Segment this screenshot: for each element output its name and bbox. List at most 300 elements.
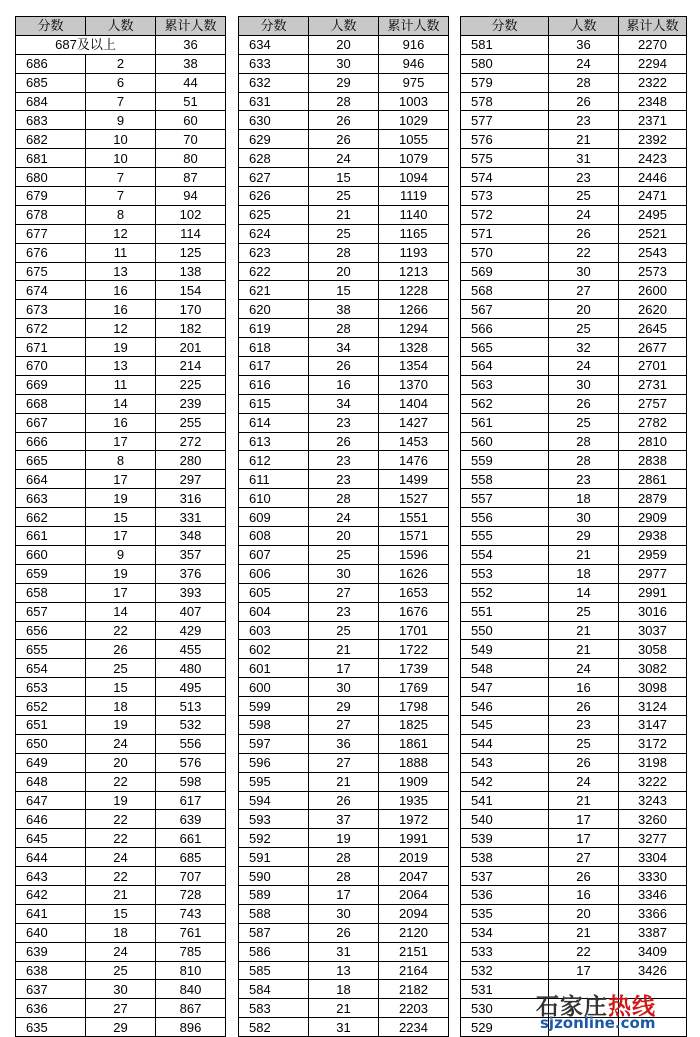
cumulative-cell: 2838 bbox=[619, 451, 687, 470]
table-row bbox=[16, 92, 226, 111]
count-cell: 25 bbox=[309, 224, 379, 243]
count-cell: 24 bbox=[86, 734, 156, 753]
table-row bbox=[16, 772, 226, 791]
table-row bbox=[16, 413, 226, 432]
table-row bbox=[16, 338, 226, 357]
cumulative-cell: 125 bbox=[156, 243, 226, 262]
cumulative-cell: 1328 bbox=[379, 338, 449, 357]
score-cell: 567 bbox=[461, 300, 549, 319]
count-cell: 30 bbox=[309, 904, 379, 923]
cumulative-cell: 138 bbox=[156, 262, 226, 281]
cumulative-cell: 1499 bbox=[379, 470, 449, 489]
count-cell: 8 bbox=[86, 205, 156, 224]
score-cell: 598 bbox=[239, 715, 309, 734]
watermark-title-red: 热线 bbox=[608, 993, 656, 1020]
table-row bbox=[239, 338, 449, 357]
table-row bbox=[16, 734, 226, 753]
table-row bbox=[16, 54, 226, 73]
count-cell: 27 bbox=[309, 753, 379, 772]
score-cell: 597 bbox=[239, 734, 309, 753]
table-row bbox=[239, 1018, 449, 1037]
count-cell: 17 bbox=[86, 432, 156, 451]
score-cell: 532 bbox=[461, 961, 549, 980]
score-cell: 556 bbox=[461, 508, 549, 527]
score-cell: 600 bbox=[239, 678, 309, 697]
score-cell: 610 bbox=[239, 489, 309, 508]
table-row bbox=[461, 73, 687, 92]
cumulative-cell: 94 bbox=[156, 187, 226, 206]
score-cell: 549 bbox=[461, 640, 549, 659]
cumulative-cell: 3082 bbox=[619, 659, 687, 678]
score-cell: 538 bbox=[461, 848, 549, 867]
table-row bbox=[239, 980, 449, 999]
header-row bbox=[461, 17, 687, 36]
header-score: 分数 bbox=[239, 17, 309, 36]
count-cell: 26 bbox=[309, 432, 379, 451]
score-cell: 623 bbox=[239, 243, 309, 262]
count-cell: 26 bbox=[549, 753, 619, 772]
score-cell: 637 bbox=[16, 980, 86, 999]
table-row bbox=[461, 904, 687, 923]
cumulative-cell: 3387 bbox=[619, 923, 687, 942]
count-cell: 14 bbox=[86, 602, 156, 621]
cumulative-cell: 2164 bbox=[379, 961, 449, 980]
score-cell: 660 bbox=[16, 545, 86, 564]
score-cell: 636 bbox=[16, 999, 86, 1018]
cumulative-cell: 182 bbox=[156, 319, 226, 338]
count-cell: 16 bbox=[86, 413, 156, 432]
cumulative-cell: 916 bbox=[379, 35, 449, 54]
table-row bbox=[239, 205, 449, 224]
score-cell: 624 bbox=[239, 224, 309, 243]
cumulative-cell: 393 bbox=[156, 583, 226, 602]
cumulative-cell: 2757 bbox=[619, 394, 687, 413]
score-cell: 607 bbox=[239, 545, 309, 564]
score-cell: 541 bbox=[461, 791, 549, 810]
count-cell: 21 bbox=[309, 999, 379, 1018]
score-cell: 608 bbox=[239, 527, 309, 546]
cumulative-cell: 1453 bbox=[379, 432, 449, 451]
score-cell: 565 bbox=[461, 338, 549, 357]
count-cell: 28 bbox=[309, 848, 379, 867]
table-row bbox=[461, 678, 687, 697]
table-row bbox=[16, 564, 226, 583]
count-cell: 20 bbox=[309, 262, 379, 281]
cumulative-cell: 3409 bbox=[619, 942, 687, 961]
cumulative-cell: 2151 bbox=[379, 942, 449, 961]
count-cell: 28 bbox=[309, 243, 379, 262]
score-cell: 678 bbox=[16, 205, 86, 224]
count-cell: 15 bbox=[86, 904, 156, 923]
table-row bbox=[239, 867, 449, 886]
score-cell: 543 bbox=[461, 753, 549, 772]
count-cell: 21 bbox=[549, 130, 619, 149]
table-row bbox=[16, 753, 226, 772]
score-cell: 613 bbox=[239, 432, 309, 451]
cumulative-cell: 1213 bbox=[379, 262, 449, 281]
table-row bbox=[239, 564, 449, 583]
cumulative-cell: 114 bbox=[156, 224, 226, 243]
table-row bbox=[461, 168, 687, 187]
score-cell: 542 bbox=[461, 772, 549, 791]
count-cell: 21 bbox=[549, 545, 619, 564]
count-cell: 18 bbox=[549, 489, 619, 508]
count-cell: 37 bbox=[309, 810, 379, 829]
count-cell: 15 bbox=[86, 508, 156, 527]
score-cell: 558 bbox=[461, 470, 549, 489]
table-row bbox=[461, 35, 687, 54]
cumulative-cell: 2810 bbox=[619, 432, 687, 451]
count-cell: 26 bbox=[549, 224, 619, 243]
score-cell: 641 bbox=[16, 904, 86, 923]
cumulative-cell: 36 bbox=[156, 35, 226, 54]
score-cell: 531 bbox=[461, 980, 549, 999]
table-row bbox=[239, 999, 449, 1018]
table-row bbox=[239, 470, 449, 489]
table-row bbox=[16, 848, 226, 867]
count-cell: 29 bbox=[309, 73, 379, 92]
count-cell: 9 bbox=[86, 545, 156, 564]
score-cell: 546 bbox=[461, 697, 549, 716]
cumulative-cell: 297 bbox=[156, 470, 226, 489]
table-row bbox=[461, 810, 687, 829]
cumulative-cell: 3172 bbox=[619, 734, 687, 753]
table-row bbox=[461, 867, 687, 886]
score-cell: 606 bbox=[239, 564, 309, 583]
score-cell: 618 bbox=[239, 338, 309, 357]
score-cell: 644 bbox=[16, 848, 86, 867]
table-row bbox=[16, 394, 226, 413]
cumulative-cell: 1571 bbox=[379, 527, 449, 546]
score-cell: 674 bbox=[16, 281, 86, 300]
cumulative-cell: 2495 bbox=[619, 205, 687, 224]
count-cell: 25 bbox=[309, 545, 379, 564]
score-cell: 685 bbox=[16, 73, 86, 92]
cumulative-cell: 2645 bbox=[619, 319, 687, 338]
score-cell: 648 bbox=[16, 772, 86, 791]
table-row bbox=[461, 942, 687, 961]
cumulative-cell: 2270 bbox=[619, 35, 687, 54]
table-row bbox=[461, 527, 687, 546]
score-cell: 548 bbox=[461, 659, 549, 678]
table-row bbox=[239, 583, 449, 602]
count-cell: 24 bbox=[549, 205, 619, 224]
count-cell: 38 bbox=[309, 300, 379, 319]
table-row bbox=[16, 923, 226, 942]
count-cell: 20 bbox=[309, 527, 379, 546]
score-cell: 687及以上 bbox=[16, 35, 156, 54]
cumulative-cell: 2471 bbox=[619, 187, 687, 206]
table-row bbox=[461, 753, 687, 772]
count-cell: 17 bbox=[549, 961, 619, 980]
count-cell: 20 bbox=[309, 35, 379, 54]
cumulative-cell: 201 bbox=[156, 338, 226, 357]
count-cell: 8 bbox=[86, 451, 156, 470]
cumulative-cell: 743 bbox=[156, 904, 226, 923]
score-cell: 580 bbox=[461, 54, 549, 73]
table-row bbox=[461, 489, 687, 508]
count-cell: 25 bbox=[309, 187, 379, 206]
score-cell: 590 bbox=[239, 867, 309, 886]
cumulative-cell: 1370 bbox=[379, 375, 449, 394]
count-cell: 22 bbox=[86, 867, 156, 886]
cumulative-cell: 1739 bbox=[379, 659, 449, 678]
count-cell: 13 bbox=[86, 262, 156, 281]
count-cell: 24 bbox=[86, 942, 156, 961]
cumulative-cell: 1676 bbox=[379, 602, 449, 621]
count-cell: 16 bbox=[549, 678, 619, 697]
score-cell: 564 bbox=[461, 357, 549, 376]
table-row bbox=[239, 904, 449, 923]
count-cell: 21 bbox=[549, 791, 619, 810]
table-row bbox=[461, 187, 687, 206]
score-cell: 559 bbox=[461, 451, 549, 470]
cumulative-cell: 1972 bbox=[379, 810, 449, 829]
score-cell: 676 bbox=[16, 243, 86, 262]
table-row bbox=[461, 413, 687, 432]
cumulative-cell: 2782 bbox=[619, 413, 687, 432]
table-row bbox=[461, 432, 687, 451]
score-cell: 642 bbox=[16, 885, 86, 904]
cumulative-cell: 2182 bbox=[379, 980, 449, 999]
score-cell: 683 bbox=[16, 111, 86, 130]
table-row bbox=[461, 243, 687, 262]
count-cell: 18 bbox=[309, 980, 379, 999]
cumulative-cell: 1404 bbox=[379, 394, 449, 413]
table-row bbox=[239, 357, 449, 376]
count-cell: 15 bbox=[86, 678, 156, 697]
count-cell: 24 bbox=[549, 659, 619, 678]
score-cell: 669 bbox=[16, 375, 86, 394]
score-cell: 539 bbox=[461, 829, 549, 848]
count-cell: 21 bbox=[86, 885, 156, 904]
score-cell: 544 bbox=[461, 734, 549, 753]
cumulative-cell: 639 bbox=[156, 810, 226, 829]
table-row bbox=[239, 810, 449, 829]
score-cell: 620 bbox=[239, 300, 309, 319]
cumulative-cell: 2423 bbox=[619, 149, 687, 168]
score-cell: 584 bbox=[239, 980, 309, 999]
table-row bbox=[239, 715, 449, 734]
table-row bbox=[16, 281, 226, 300]
score-cell: 605 bbox=[239, 583, 309, 602]
score-cell: 579 bbox=[461, 73, 549, 92]
score-cell: 595 bbox=[239, 772, 309, 791]
cumulative-cell: 661 bbox=[156, 829, 226, 848]
cumulative-cell: 1165 bbox=[379, 224, 449, 243]
score-cell: 681 bbox=[16, 149, 86, 168]
count-cell: 18 bbox=[549, 564, 619, 583]
score-cell: 555 bbox=[461, 527, 549, 546]
cumulative-cell: 3330 bbox=[619, 867, 687, 886]
score-cell: 634 bbox=[239, 35, 309, 54]
score-cell: 593 bbox=[239, 810, 309, 829]
count-cell: 26 bbox=[309, 357, 379, 376]
table-body bbox=[239, 35, 449, 1036]
table-row bbox=[16, 942, 226, 961]
table-row bbox=[239, 942, 449, 961]
count-cell: 20 bbox=[86, 753, 156, 772]
count-cell: 11 bbox=[86, 243, 156, 262]
table-row bbox=[239, 829, 449, 848]
score-cell: 577 bbox=[461, 111, 549, 130]
score-cell: 576 bbox=[461, 130, 549, 149]
score-table-3 bbox=[460, 16, 687, 1037]
cumulative-cell: 1626 bbox=[379, 564, 449, 583]
score-cell: 639 bbox=[16, 942, 86, 961]
table-row bbox=[16, 375, 226, 394]
score-cell: 587 bbox=[239, 923, 309, 942]
cumulative-cell: 60 bbox=[156, 111, 226, 130]
cumulative-cell: 1653 bbox=[379, 583, 449, 602]
score-cell: 673 bbox=[16, 300, 86, 319]
score-cell: 662 bbox=[16, 508, 86, 527]
table-row bbox=[16, 243, 226, 262]
score-cell: 617 bbox=[239, 357, 309, 376]
table-row bbox=[461, 224, 687, 243]
cumulative-cell: 810 bbox=[156, 961, 226, 980]
table-row bbox=[461, 357, 687, 376]
score-cell: 627 bbox=[239, 168, 309, 187]
cumulative-cell: 2094 bbox=[379, 904, 449, 923]
score-cell: 594 bbox=[239, 791, 309, 810]
table-row bbox=[239, 640, 449, 659]
cumulative-cell: 2879 bbox=[619, 489, 687, 508]
score-cell: 679 bbox=[16, 187, 86, 206]
score-cell: 655 bbox=[16, 640, 86, 659]
score-cell: 667 bbox=[16, 413, 86, 432]
count-cell: 19 bbox=[86, 489, 156, 508]
table-row bbox=[461, 961, 687, 980]
cumulative-cell: 2392 bbox=[619, 130, 687, 149]
score-cell: 609 bbox=[239, 508, 309, 527]
table-row bbox=[239, 73, 449, 92]
count-cell: 28 bbox=[549, 432, 619, 451]
count-cell: 14 bbox=[86, 394, 156, 413]
count-cell: 25 bbox=[549, 734, 619, 753]
count-cell: 17 bbox=[549, 810, 619, 829]
cumulative-cell: 80 bbox=[156, 149, 226, 168]
count-cell: 30 bbox=[549, 375, 619, 394]
cumulative-cell: 357 bbox=[156, 545, 226, 564]
score-cell: 656 bbox=[16, 621, 86, 640]
score-cell: 562 bbox=[461, 394, 549, 413]
cumulative-cell: 2573 bbox=[619, 262, 687, 281]
score-cell: 630 bbox=[239, 111, 309, 130]
table-row bbox=[239, 111, 449, 130]
table-row bbox=[16, 867, 226, 886]
cumulative-cell: 272 bbox=[156, 432, 226, 451]
cumulative-cell: 532 bbox=[156, 715, 226, 734]
table-row bbox=[239, 772, 449, 791]
score-cell: 684 bbox=[16, 92, 86, 111]
score-cell: 534 bbox=[461, 923, 549, 942]
count-cell: 28 bbox=[309, 489, 379, 508]
cumulative-cell: 1888 bbox=[379, 753, 449, 772]
count-cell: 17 bbox=[549, 829, 619, 848]
score-cell: 675 bbox=[16, 262, 86, 281]
count-cell: 36 bbox=[549, 35, 619, 54]
table-row bbox=[16, 187, 226, 206]
score-cell: 554 bbox=[461, 545, 549, 564]
table-row bbox=[16, 35, 226, 54]
table-row bbox=[461, 602, 687, 621]
table-row bbox=[16, 451, 226, 470]
table-row bbox=[16, 621, 226, 640]
table-row bbox=[239, 508, 449, 527]
score-cell: 603 bbox=[239, 621, 309, 640]
cumulative-cell: 2294 bbox=[619, 54, 687, 73]
count-cell: 23 bbox=[309, 470, 379, 489]
cumulative-cell: 1193 bbox=[379, 243, 449, 262]
table-row bbox=[461, 791, 687, 810]
table-row bbox=[16, 999, 226, 1018]
cumulative-cell: 1596 bbox=[379, 545, 449, 564]
table-row bbox=[16, 659, 226, 678]
table-row bbox=[461, 319, 687, 338]
count-cell: 12 bbox=[86, 319, 156, 338]
count-cell: 16 bbox=[86, 300, 156, 319]
cumulative-cell: 38 bbox=[156, 54, 226, 73]
table-row bbox=[16, 527, 226, 546]
table-row bbox=[16, 319, 226, 338]
table-body bbox=[16, 35, 226, 1036]
count-cell: 26 bbox=[549, 394, 619, 413]
cumulative-cell: 87 bbox=[156, 168, 226, 187]
cumulative-cell: 2600 bbox=[619, 281, 687, 300]
count-cell: 23 bbox=[549, 715, 619, 734]
score-cell: 619 bbox=[239, 319, 309, 338]
cumulative-cell: 2446 bbox=[619, 168, 687, 187]
score-cell: 550 bbox=[461, 621, 549, 640]
score-cell: 633 bbox=[239, 54, 309, 73]
cumulative-cell: 3277 bbox=[619, 829, 687, 848]
count-cell: 26 bbox=[549, 867, 619, 886]
score-cell: 649 bbox=[16, 753, 86, 772]
table-row bbox=[239, 451, 449, 470]
cumulative-cell: 2991 bbox=[619, 583, 687, 602]
count-cell: 23 bbox=[549, 470, 619, 489]
score-cell: 612 bbox=[239, 451, 309, 470]
cumulative-cell: 556 bbox=[156, 734, 226, 753]
score-cell: 650 bbox=[16, 734, 86, 753]
count-cell: 17 bbox=[86, 527, 156, 546]
score-cell: 529 bbox=[461, 1018, 549, 1037]
cumulative-cell: 1701 bbox=[379, 621, 449, 640]
cumulative-cell: 1003 bbox=[379, 92, 449, 111]
count-cell: 30 bbox=[86, 980, 156, 999]
cumulative-cell: 1266 bbox=[379, 300, 449, 319]
table-row bbox=[16, 489, 226, 508]
count-cell: 28 bbox=[549, 73, 619, 92]
cumulative-cell: 3366 bbox=[619, 904, 687, 923]
score-cell: 632 bbox=[239, 73, 309, 92]
count-cell: 27 bbox=[309, 583, 379, 602]
score-cell: 560 bbox=[461, 432, 549, 451]
count-cell: 34 bbox=[309, 394, 379, 413]
cumulative-cell: 455 bbox=[156, 640, 226, 659]
table-row bbox=[239, 281, 449, 300]
cumulative-cell: 1140 bbox=[379, 205, 449, 224]
cumulative-cell: 3037 bbox=[619, 621, 687, 640]
count-cell: 27 bbox=[86, 999, 156, 1018]
table-row bbox=[16, 205, 226, 224]
table-row bbox=[239, 300, 449, 319]
count-cell: 17 bbox=[309, 659, 379, 678]
table-row bbox=[239, 262, 449, 281]
score-cell: 671 bbox=[16, 338, 86, 357]
table-row bbox=[461, 205, 687, 224]
